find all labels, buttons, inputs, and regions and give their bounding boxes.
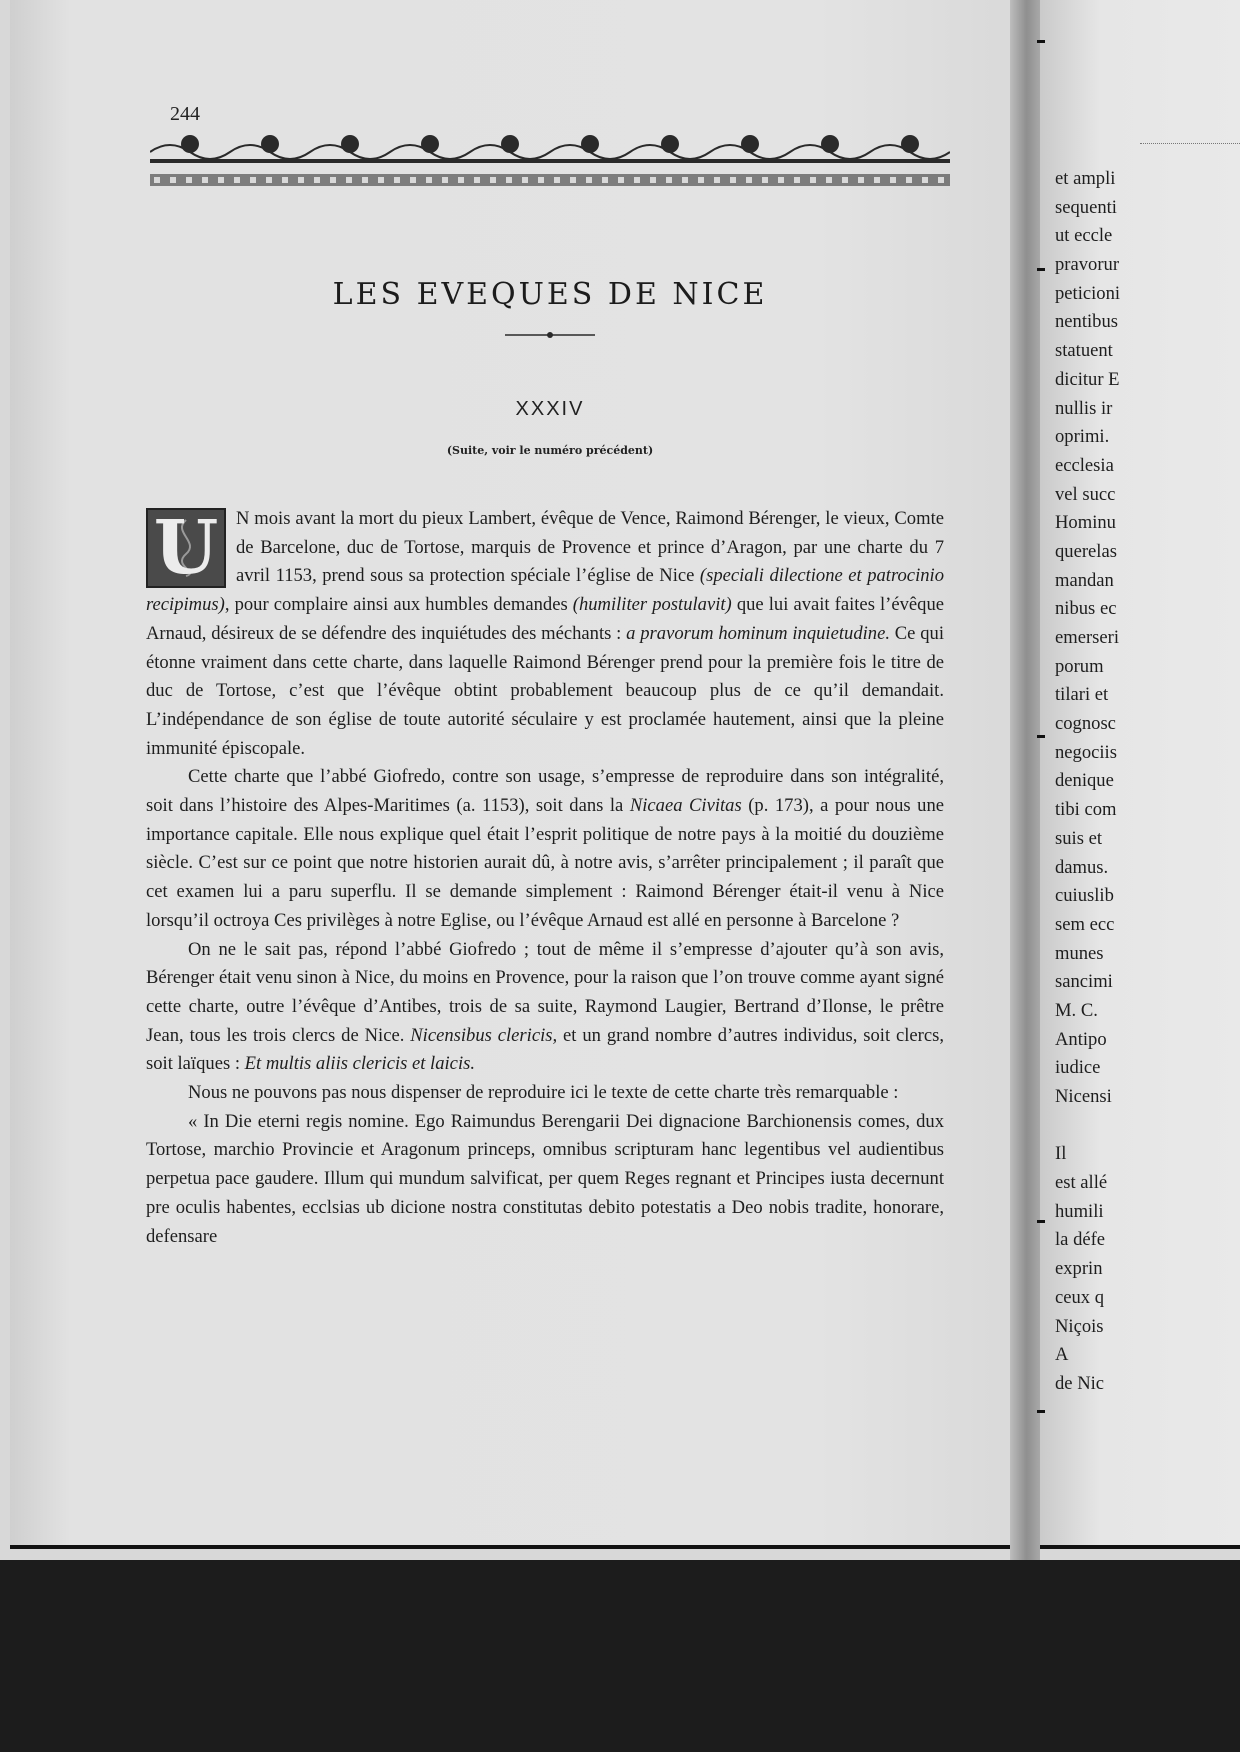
facing-page-line: Antipo: [1055, 1028, 1107, 1050]
facing-page-rule: [1140, 143, 1240, 144]
facing-page-line: emerseri: [1055, 627, 1120, 648]
facing-page-line: ceux q: [1055, 1286, 1105, 1308]
facing-page-line: sancimi: [1055, 971, 1113, 993]
facing-page-line: humili: [1055, 1200, 1104, 1222]
binding-mark: [1037, 40, 1045, 43]
facing-page-text: [1055, 165, 1240, 1399]
facing-page-line: [1055, 1112, 1240, 1141]
facing-page-line: exprin: [1055, 1258, 1103, 1280]
facing-page-line: sequenti: [1055, 196, 1117, 218]
chapter-number: XXXIV: [515, 398, 585, 420]
book-binding: [1010, 0, 1040, 1560]
drop-cap-initial: U: [146, 508, 226, 588]
facing-page-line: tilari et: [1055, 684, 1109, 706]
binding-mark: [1037, 268, 1045, 271]
facing-page-line: nullis ir: [1055, 397, 1113, 419]
binding-mark: [1037, 1410, 1045, 1413]
page-number: 244: [170, 103, 200, 125]
facing-page-line: pravorur: [1055, 254, 1120, 276]
paragraph-3: On ne le sait pas, répond l’abbé Giofredo ; tout de même il s’empresse d’ajouter qu’à son avis, Bérenger était venu sinon à Nice, du moins en Provence, pour la raison que l’on trouve comme ayant signé cette charte, outre l’évêque d’Antibes, trois de sa suite, Raymond Laugier, Bertrand d’Ilonse, le prêtre Jean, tous les trois clercs de Nice. Nicensibus clericis, et un grand nombre d’autres individus, soit clercs, soit laïques : Et multis aliis clericis et laicis.: [146, 938, 944, 1075]
facing-page-line: querelas: [1055, 540, 1117, 562]
facing-page-line: oprimi.: [1055, 426, 1110, 448]
facing-page-line: de Nic: [1055, 1372, 1105, 1394]
facing-page-line: et ampli: [1055, 168, 1116, 189]
paragraph-2: Cette charte que l’abbé Giofredo, contre son usage, s’empresse de reproduire dans son intégralité, soit dans l’histoire des Alpes-Maritimes (a. 1153), soit dans la Nicaea Civitas (p. 173), a pour nous une importance capitale. Elle nous explique quel était l’esprit politique de notre pays à la moitié du douzième siècle. C’est sur ce point que notre historien aurait dû, à notre avis, s’arrêter principalement ; il paraît que cet examen lui a paru superflu. Il se demande simplement : Raimond Bérenger était-il venu à Nice lorsqu’il octroya Ces privilèges à notre Eglise, ou l’évêque Arnaud est allé en personne à Barcelone ?: [146, 766, 944, 931]
facing-page-line: suis et: [1055, 827, 1103, 849]
facing-page-line: peticioni: [1055, 282, 1121, 304]
facing-page-line: M. C.: [1055, 999, 1098, 1021]
facing-page-line: denique: [1055, 770, 1114, 792]
facing-page-line: cognosc: [1055, 713, 1116, 735]
facing-page-line: munes: [1055, 942, 1104, 964]
paragraph-4: Nous ne pouvons pas nous dispenser de reproduire ici le texte de cette charte très remarquable :: [188, 1082, 899, 1104]
facing-page-line: ut eccle: [1055, 225, 1113, 247]
article-title: LES EVEQUES DE NICE: [332, 277, 768, 312]
facing-page-line: nibus ec: [1055, 598, 1117, 620]
continuation-note: (Suite, voir le numéro précédent): [446, 444, 654, 457]
binding-mark: [1037, 735, 1045, 738]
facing-page-line: Hominu: [1055, 512, 1116, 534]
facing-page-line: cuiuslib: [1055, 885, 1114, 907]
facing-page-line: Il: [1055, 1143, 1067, 1165]
facing-page-line: sem ecc: [1055, 913, 1115, 935]
facing-page-line: Niçois: [1055, 1315, 1104, 1337]
facing-page-line: ecclesia: [1055, 454, 1114, 476]
facing-page-line: vel succ: [1055, 483, 1116, 505]
article-body: [146, 505, 944, 1251]
facing-page-line: mandan: [1055, 569, 1114, 591]
facing-page-line: porum: [1055, 655, 1104, 677]
facing-page-line: iudice: [1055, 1057, 1101, 1079]
facing-page-line: A: [1055, 1344, 1069, 1366]
binding-mark: [1037, 1220, 1045, 1223]
facing-page-line: statuent: [1055, 340, 1113, 362]
paragraph-5-latin-charter: « In Die eterni regis nomine. Ego Raimundus Berengarii Dei dignacione Barchionensis comes, dux Tortose, marchio Provincie et Aragonum princeps, omnibus scripturam hanc legentibus vel audientibus perpetua pace gaudere. Illum qui mundum salvificat, per quem Reges regnant et Principes iusta decernunt pre oculis habentes, ecclsias ub dicione nostra constitutas debito potestatis a Deo nobis tradite, honorare, defensare: [146, 1110, 944, 1247]
facing-page-line: tibi com: [1055, 799, 1117, 821]
facing-page-line: Nicensi: [1055, 1086, 1112, 1107]
paragraph-1: U N mois avant la mort du pieux Lambert, évêque de Vence, Raimond Bérenger, le vieux, Comte de Barcelone, duc de Tortose, marquis de Provence et prince d’Aragon, par une charte du 7 avril 1153, prend sous sa protection spéciale l’église de Nice (speciali dilectione et patrocinio recipimus), pour complaire ainsi aux humbles demandes (humiliter postulavit) que lui avait faites l’évêque Arnaud, désireux de se défendre des inquiétudes des méchants : a pravorum hominum inquietudine. Ce qui étonne vraiment dans cette charte, dans laquelle Raimond Bérenger prend pour la première fois le titre de duc de Tortose, c’est que l’évêque obtint probablement beaucoup plus de ce qu’il demandait. L’indépendance de son église de toute autorité séculaire y est proclamée hautement, ainsi que la pleine immunité épiscopale.: [146, 505, 945, 759]
facing-page-line: nentibus: [1055, 311, 1119, 333]
facing-page-line: dicitur E: [1055, 368, 1120, 390]
facing-page-line: damus.: [1055, 856, 1109, 878]
facing-page-line: negociis: [1055, 741, 1117, 763]
facing-page-line: est allé: [1055, 1172, 1108, 1194]
decorative-border-ornament: [150, 130, 950, 192]
facing-page-line: la défe: [1055, 1229, 1106, 1251]
title-divider-ornament: [505, 330, 595, 340]
